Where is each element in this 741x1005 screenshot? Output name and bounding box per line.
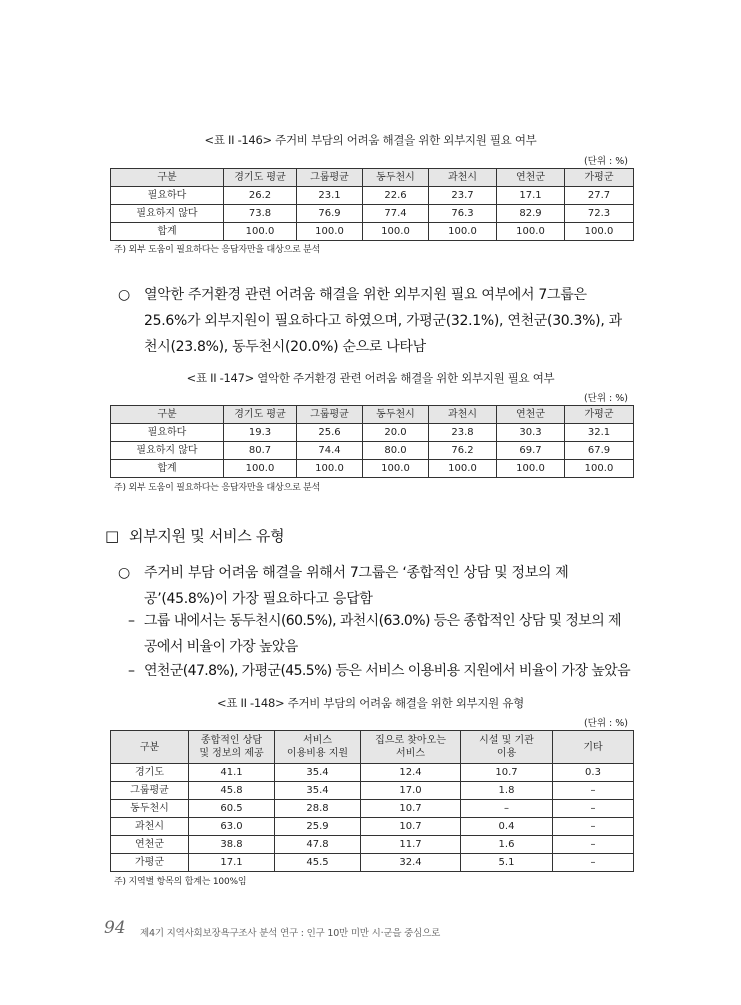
table-header-cell: 시설 및 기관 이용 xyxy=(461,731,553,764)
table-cell: 28.8 xyxy=(275,800,361,818)
table-cell: – xyxy=(553,854,634,872)
table-header-cell: 경기도 평균 xyxy=(224,169,297,187)
table-row xyxy=(111,764,634,782)
table-147-note: 주) 외부 도움이 필요하다는 응답자만을 대상으로 분석 xyxy=(114,483,321,493)
paragraph-1 xyxy=(118,282,638,360)
table-cell: 100.0 xyxy=(565,460,634,478)
table-cell: 5.1 xyxy=(461,854,553,872)
row-label: 가평군 xyxy=(111,854,189,872)
table-cell: 67.9 xyxy=(565,442,634,460)
table-148-caption: <표 II -148> 주거비 부담의 어려움 해결을 위한 외부지원 유형 xyxy=(217,696,524,710)
table-cell: 77.4 xyxy=(363,205,429,223)
table-cell: 100.0 xyxy=(224,460,297,478)
table-cell: 23.8 xyxy=(429,424,497,442)
table-146-caption: <표 II -146> 주거비 부담의 어려움 해결을 위한 외부지원 필요 여부 xyxy=(204,133,537,147)
table-header-cell: 과천시 xyxy=(429,406,497,424)
table-cell: 27.7 xyxy=(565,187,634,205)
table-cell: 35.4 xyxy=(275,782,361,800)
table-cell: 23.1 xyxy=(297,187,363,205)
table-cell: 23.7 xyxy=(429,187,497,205)
dash-bullet-icon: – xyxy=(128,613,135,629)
table-row xyxy=(111,460,634,478)
table-cell: 100.0 xyxy=(429,460,497,478)
table-cell: 17.0 xyxy=(361,782,461,800)
table-cell: – xyxy=(461,800,553,818)
dash-item-1 xyxy=(128,608,643,660)
table-cell: 25.9 xyxy=(275,818,361,836)
table-cell: 100.0 xyxy=(297,223,363,241)
table-cell: 76.2 xyxy=(429,442,497,460)
table-146-note: 주) 외부 도움이 필요하다는 응답자만을 대상으로 분석 xyxy=(114,245,321,255)
table-header-cell: 집으로 찾아오는 서비스 xyxy=(361,731,461,764)
table-cell: 60.5 xyxy=(189,800,275,818)
table-cell: 38.8 xyxy=(189,836,275,854)
table-cell: 76.9 xyxy=(297,205,363,223)
table-cell: 100.0 xyxy=(224,223,297,241)
table-header-cell: 동두천시 xyxy=(363,406,429,424)
table-header-cell: 그룹평균 xyxy=(297,406,363,424)
table-148-header xyxy=(111,731,634,764)
table-147 xyxy=(110,405,634,478)
table-header-cell: 그룹평균 xyxy=(297,169,363,187)
table-cell: 0.3 xyxy=(553,764,634,782)
table-146-unit: (단위 : %) xyxy=(583,156,628,167)
table-147-header xyxy=(111,406,634,424)
square-box-icon: □ xyxy=(105,527,119,545)
table-cell: 10.7 xyxy=(361,818,461,836)
row-label: 필요하다 xyxy=(111,424,224,442)
table-cell: – xyxy=(553,836,634,854)
paragraph-line: 연천군(47.8%), 가평군(45.5%) 등은 서비스 이용비용 지원에서 비율이 가장 높았음 xyxy=(144,663,630,679)
table-cell: 17.1 xyxy=(189,854,275,872)
table-cell: 41.1 xyxy=(189,764,275,782)
table-cell: 25.6 xyxy=(297,424,363,442)
table-cell: 11.7 xyxy=(361,836,461,854)
table-header-cell: 경기도 평균 xyxy=(224,406,297,424)
section-heading xyxy=(105,525,284,546)
table-header-cell: 종합적인 상담 및 정보의 제공 xyxy=(189,731,275,764)
running-footer: 제4기 지역사회보장욕구조사 분석 연구 : 인구 10만 미만 시·군을 중심으로 xyxy=(140,928,441,939)
table-cell: 30.3 xyxy=(497,424,565,442)
paragraph-line: 열악한 주거환경 관련 어려움 해결을 위한 외부지원 필요 여부에서 7그룹은 xyxy=(144,287,587,303)
row-label: 경기도 xyxy=(111,764,189,782)
paragraph-line: 주거비 부담 어려움 해결을 위해서 7그룹은 ‘종합적인 상담 및 정보의 제 xyxy=(144,565,569,581)
row-label: 필요하지 않다 xyxy=(111,442,224,460)
table-header-cell: 구분 xyxy=(111,406,224,424)
table-cell: 100.0 xyxy=(565,223,634,241)
table-header-cell: 연천군 xyxy=(497,169,565,187)
table-cell: 100.0 xyxy=(363,223,429,241)
table-cell: 1.8 xyxy=(461,782,553,800)
section-title: 외부지원 및 서비스 유형 xyxy=(129,527,285,545)
table-row xyxy=(111,782,634,800)
table-row xyxy=(111,187,634,205)
table-row xyxy=(111,854,634,872)
table-header-cell: 가평군 xyxy=(565,169,634,187)
table-cell: 80.7 xyxy=(224,442,297,460)
table-cell: 82.9 xyxy=(497,205,565,223)
table-cell: 45.8 xyxy=(189,782,275,800)
table-row xyxy=(111,223,634,241)
table-header-cell: 구분 xyxy=(111,169,224,187)
paragraph-line: 공’(45.8%)이 가장 필요하다고 응답함 xyxy=(144,591,373,607)
circle-bullet-icon: ○ xyxy=(118,565,130,581)
table-146-header xyxy=(111,169,634,187)
table-cell: 47.8 xyxy=(275,836,361,854)
table-cell: 100.0 xyxy=(363,460,429,478)
table-cell: 10.7 xyxy=(461,764,553,782)
table-header-cell: 서비스 이용비용 지원 xyxy=(275,731,361,764)
table-148-unit: (단위 : %) xyxy=(583,718,628,729)
paragraph-line: 그룹 내에서는 동두천시(60.5%), 과천시(63.0%) 등은 종합적인 상담 및 정보의 제 xyxy=(144,613,621,629)
table-cell: 1.6 xyxy=(461,836,553,854)
table-cell: 69.7 xyxy=(497,442,565,460)
table-row xyxy=(111,800,634,818)
table-cell: 76.3 xyxy=(429,205,497,223)
table-147-unit: (단위 : %) xyxy=(583,393,628,404)
table-cell: 100.0 xyxy=(497,460,565,478)
dash-item-2 xyxy=(128,658,643,684)
table-cell: 19.3 xyxy=(224,424,297,442)
table-row xyxy=(111,836,634,854)
row-label: 연천군 xyxy=(111,836,189,854)
page-number: 94 xyxy=(104,918,126,938)
table-148-note: 주) 지역별 항목의 합계는 100%임 xyxy=(114,877,247,887)
table-cell: 26.2 xyxy=(224,187,297,205)
table-cell: 73.8 xyxy=(224,205,297,223)
table-cell: 100.0 xyxy=(497,223,565,241)
table-cell: 74.4 xyxy=(297,442,363,460)
table-cell: 12.4 xyxy=(361,764,461,782)
table-header-cell: 연천군 xyxy=(497,406,565,424)
table-row xyxy=(111,205,634,223)
table-cell: 45.5 xyxy=(275,854,361,872)
table-cell: 72.3 xyxy=(565,205,634,223)
table-cell: 17.1 xyxy=(497,187,565,205)
row-label: 그룹평균 xyxy=(111,782,189,800)
table-header-cell: 동두천시 xyxy=(363,169,429,187)
table-147-caption: <표 II -147> 열악한 주거환경 관련 어려움 해결을 위한 외부지원 필요 여부 xyxy=(186,371,555,385)
paragraph-line: 공에서 비율이 가장 높았음 xyxy=(144,639,298,655)
table-header-cell: 기타 xyxy=(553,731,634,764)
table-cell: – xyxy=(553,782,634,800)
table-cell: 63.0 xyxy=(189,818,275,836)
table-146 xyxy=(110,168,634,241)
table-header-cell: 구분 xyxy=(111,731,189,764)
table-cell: 100.0 xyxy=(429,223,497,241)
row-label: 합계 xyxy=(111,460,224,478)
table-cell: 32.1 xyxy=(565,424,634,442)
table-cell: 35.4 xyxy=(275,764,361,782)
table-cell: 80.0 xyxy=(363,442,429,460)
circle-bullet-icon: ○ xyxy=(118,287,130,303)
row-label: 동두천시 xyxy=(111,800,189,818)
row-label: 필요하다 xyxy=(111,187,224,205)
paragraph-line: 25.6%가 외부지원이 필요하다고 하였으며, 가평군(32.1%), 연천군(30.3%), 과 xyxy=(144,313,622,329)
table-cell: 32.4 xyxy=(361,854,461,872)
row-label: 과천시 xyxy=(111,818,189,836)
row-label: 필요하지 않다 xyxy=(111,205,224,223)
table-148 xyxy=(110,730,634,872)
table-cell: 0.4 xyxy=(461,818,553,836)
paragraph-line: 천시(23.8%), 동두천시(20.0%) 순으로 나타남 xyxy=(144,339,426,355)
dash-bullet-icon: – xyxy=(128,663,135,679)
table-header-cell: 가평군 xyxy=(565,406,634,424)
table-row xyxy=(111,424,634,442)
table-cell: 100.0 xyxy=(297,460,363,478)
table-cell: 10.7 xyxy=(361,800,461,818)
table-cell: – xyxy=(553,800,634,818)
table-row xyxy=(111,442,634,460)
row-label: 합계 xyxy=(111,223,224,241)
table-header-cell: 과천시 xyxy=(429,169,497,187)
table-cell: 22.6 xyxy=(363,187,429,205)
table-cell: – xyxy=(553,818,634,836)
table-row xyxy=(111,818,634,836)
table-cell: 20.0 xyxy=(363,424,429,442)
paragraph-2 xyxy=(118,560,638,612)
